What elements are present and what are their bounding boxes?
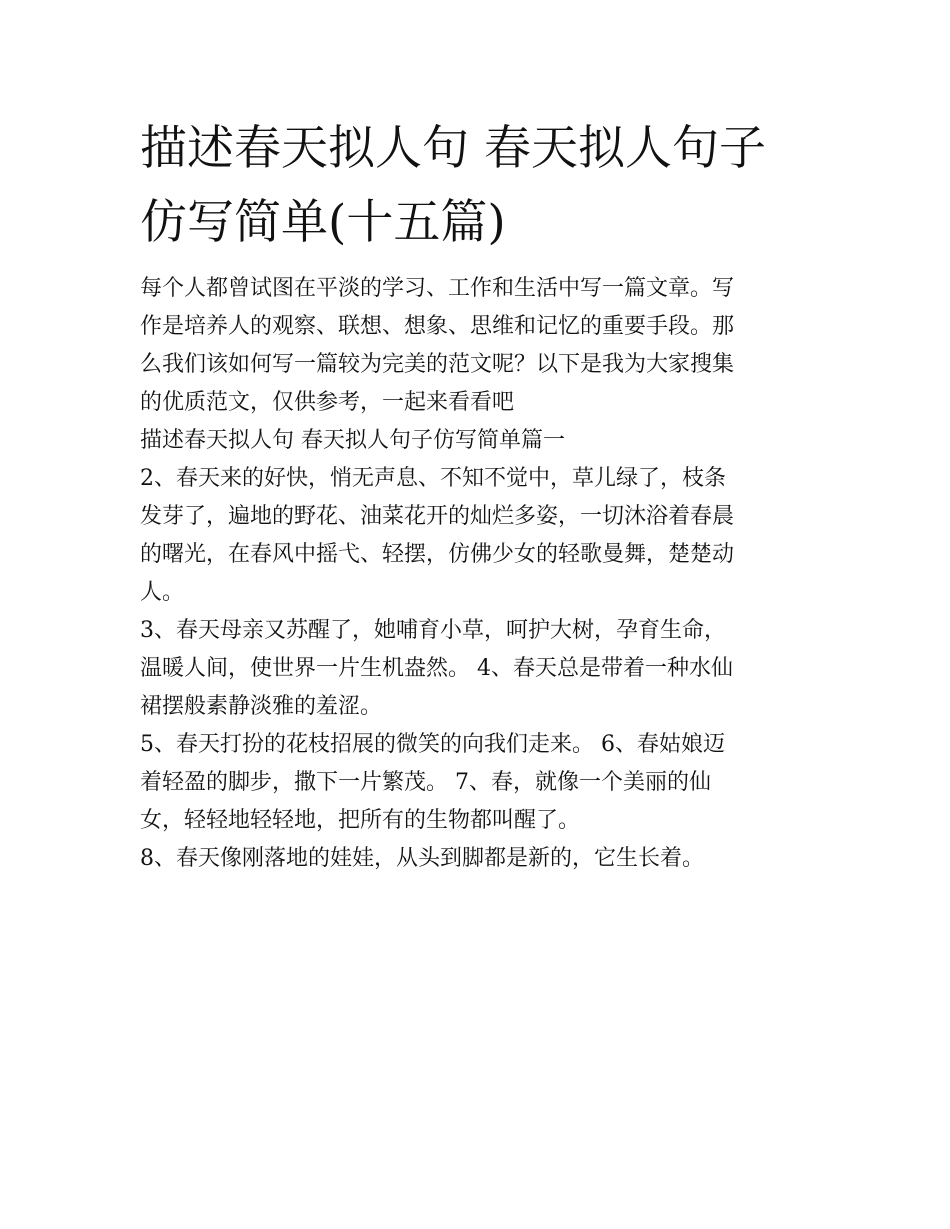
section-heading: [140, 422, 815, 460]
body-paragraph-1-line-1: 2、春天来的好快，悄无声息、不知不觉中，草儿绿了，枝条: [140, 466, 726, 491]
document-title: [140, 112, 815, 260]
body-paragraph-3-line-2: 着轻盈的脚步，撒下一片繁茂。 7、春，就像一个美丽的仙: [140, 770, 711, 795]
body-paragraph-2: [140, 612, 815, 726]
body-paragraph-1-line-2: 发芽了，遍地的野花、油菜花开的灿烂多姿，一切沐浴着春晨: [140, 504, 735, 529]
title-line-1: 描述春天拟人句 春天拟人句子: [140, 121, 766, 176]
body-paragraph-3: [140, 726, 815, 840]
body-paragraph-2-line-3: 裙摆般素静淡雅的羞涩。: [140, 694, 383, 719]
body-paragraph-1: [140, 460, 815, 612]
body-paragraph-2-line-2: 温暖人间，使世界一片生机盎然。 4、春天总是带着一种水仙: [140, 656, 733, 681]
intro-line-4: 的优质范文，仅供参考，一起来看看吧: [140, 390, 515, 415]
body-paragraph-3-line-1: 5、春天打扮的花枝招展的微笑的向我们走来。 6、春姑娘迈: [140, 732, 725, 757]
body-paragraph-3-line-3: 女，轻轻地轻轻地，把所有的生物都叫醒了。: [140, 808, 581, 833]
body-paragraph-1-line-4: 人。: [140, 580, 185, 605]
intro-line-1: 每个人都曾试图在平淡的学习、工作和生活中写一篇文章。写: [140, 276, 735, 301]
section-heading-text: 描述春天拟人句 春天拟人句子仿写简单篇一: [140, 428, 565, 453]
title-line-2: 仿写简单(十五篇): [140, 195, 506, 250]
body-paragraph-4: [140, 840, 815, 878]
intro-line-2: 作是培养人的观察、联想、想象、思维和记忆的重要手段。那: [140, 314, 735, 339]
body-paragraph-1-line-3: 的曙光，在春风中摇弋、轻摆，仿佛少女的轻歌曼舞，楚楚动: [140, 542, 735, 567]
body-paragraph-2-line-1: 3、春天母亲又苏醒了，她哺育小草，呵护大树，孕育生命，: [140, 618, 726, 643]
body-paragraph-4-line-1: 8、春天像刚落地的娃娃，从头到脚都是新的，它生长着。: [140, 846, 704, 871]
document-page: [140, 112, 815, 878]
intro-paragraph: [140, 270, 815, 422]
intro-line-3: 么我们该如何写一篇较为完美的范文呢？以下是我为大家搜集: [140, 352, 735, 377]
